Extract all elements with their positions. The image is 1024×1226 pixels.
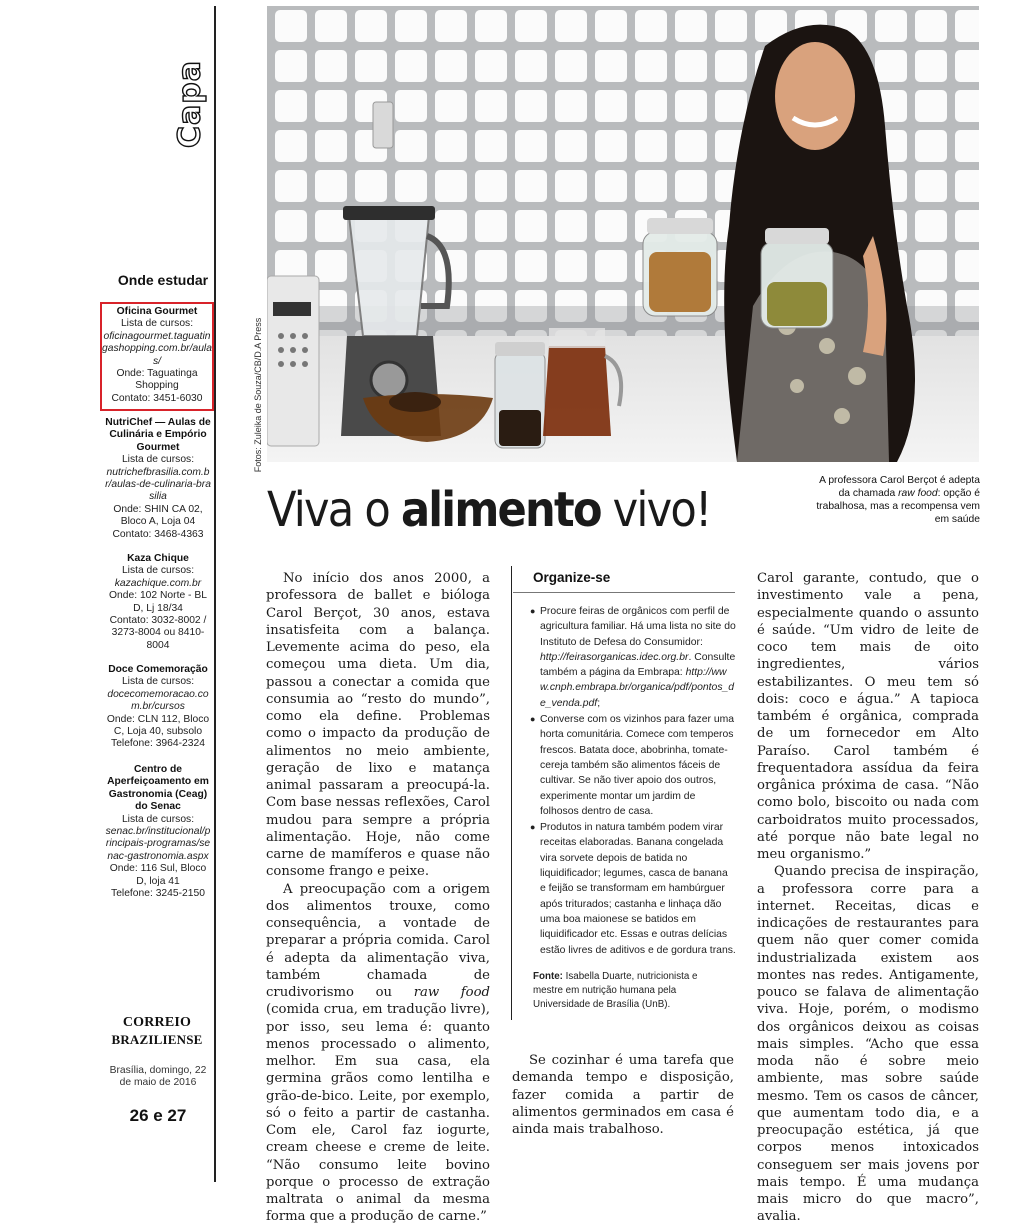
source-text: Isabella Duarte, nutricionista e mestre em nutrição humana pela Universidade de Brasília (UnB).: [533, 971, 698, 1010]
photo-caption: [814, 474, 980, 526]
school-location: Onde: Taguatinga Shopping: [116, 368, 198, 392]
school-location: Onde: SHIN CA 02, Bloco A, Loja 04: [113, 503, 203, 528]
school-entry: [104, 553, 212, 652]
school-name: Kaza Chique: [127, 553, 189, 564]
caption-text-1: A professora Carol Berçot é adepta da chamada: [819, 475, 980, 499]
school-name: Doce Comemoração: [108, 664, 208, 675]
logo-line-2: BRAZILIENSE: [111, 1032, 203, 1047]
school-contact: Contato: 3451-6030: [111, 392, 203, 404]
school-contact: Telefone: 3964-2324: [111, 738, 205, 750]
tips-list-item: ● Produtos in natura também podem virar receitas elaboradas. Banana congelada vira sorvete depois de batida no liquidificador; legumes, casca de banana e feijão se transformam em hambúrguer após triturados; castanha e linhaça dão uma boa maionese se batidos em liquidificador etc. Essas e outras delícias estão livres de aditivos e de gordura trans.: [530, 820, 736, 958]
article-photo: [267, 6, 979, 462]
school-name: Centro de Aperfeiçoamento em Gastronomia (Ceag) do Senac: [107, 764, 209, 813]
sidebar-divider: [214, 6, 216, 1182]
tips-box-rule: [513, 592, 735, 593]
section-tag: [170, 60, 210, 148]
school-name: Oficina Gourmet: [116, 306, 198, 317]
caption-emphasis: raw food: [898, 488, 938, 499]
tip-link[interactable]: http://www.cnph.embrapa.br/organica/pdf/pontos_de_venda.pdf: [540, 667, 735, 709]
school-list-label: Lista de cursos:: [121, 454, 195, 466]
school-contact: Contato: 3032-8002 / 3273-8004 ou 8410-8004: [109, 615, 207, 651]
caption-text-2: : opção é trabalhosa, mas a recompensa vem em saúde: [816, 488, 980, 525]
school-list-label: Lista de cursos:: [120, 318, 194, 330]
school-name: NutriChef — Aulas de Culinária e Empório Gourmet: [105, 417, 211, 453]
photo-credit: [248, 317, 268, 473]
tip-text: . Consulte também a página da Embrapa:: [540, 651, 736, 679]
paragraph: No início dos anos 2000, a professora de ballet e bióloga Carol Berçot, 30 anos, estava insatisfeita com a balança. Levemente acima do peso, ela começou uma dieta. Um dia, passou a conectar a comida que consumia ao “resto do mundo”, como ela define. Problemas como o impacto da produção de alimentos no meio ambiente, geração de lixo e matança animal passaram a preocupá-la. Com base nessas reflexões, Carol mudou para sempre a própria alimentação. Hoje, não come carne de mamíferos e quase não consome frango e peixe.: [266, 571, 490, 880]
paragraph-text: (comida crua, em tradução livre), por isso, seu lema é: quanto menos processado o alimento, melhor. Em sua casa, ela germina grãos como lentilha e grão-de-bico. Leite, por exemplo, só o feito a partir de castanha. Com ele, Carol faz iogurte, cream cheese e creme de leite. “Não consumo leite bovino porque o processo de extração maltrata o animal da mesma forma que a produção de carne.”: [266, 1002, 490, 1225]
school-contact: Telefone: 3245-2150: [111, 888, 205, 900]
school-list-label: Lista de cursos:: [121, 565, 195, 577]
article-column-2: [512, 1052, 734, 1138]
page-numbers: 26 e 27: [129, 1106, 187, 1125]
headline-pre: Viva o: [267, 482, 401, 538]
tips-list-item: ● Converse com os vizinhos para fazer uma horta comunitária. Comece com temperos frescos. Batata doce, abobrinha, tomate-cereja também são alimentos fáceis de cultivar. Se não tiver apoio dos outros, experimente montar um jardim de folhosos dentro de casa.: [530, 712, 736, 819]
tips-list: [530, 604, 736, 959]
headline-bold: alimento: [400, 482, 601, 538]
headline: [267, 478, 753, 542]
school-entry: [104, 417, 212, 541]
tip-text: Procure feiras de orgânicos com perfil de agricultura familiar. Há uma lista no site do Instituto de Defesa do Consumidor:: [540, 606, 736, 648]
school-entry: [104, 664, 212, 751]
tips-list-item: [530, 604, 736, 711]
headline-post: vivo!: [600, 482, 711, 538]
school-url[interactable]: nutrichefbrasilia.com.br/aulas-de-culinaria-brasilia: [105, 466, 211, 503]
school-list-label: Lista de cursos:: [121, 813, 195, 825]
tip-text: ;: [597, 697, 601, 709]
section-label: Capa: [172, 60, 208, 148]
tip-link[interactable]: http://feirasorganicas.idec.org.br: [540, 651, 689, 663]
source-label: Fonte:: [533, 971, 563, 982]
article-column-3: [757, 570, 979, 1226]
logo-line-1: CORREIO: [122, 1015, 192, 1030]
paragraph: Carol garante, contudo, que o investimento vale a pena, especialmente quando o assunto é saúde. “Um vidro de leite de coco tem mais de oito ingredientes, vários estabilizantes. O meu tem só dois: coco e água.” A tapioca também é orgânica, comprada de um fornecedor em Alto Paraíso. Carol também é frequentadora assídua da feira orgânica próxima de casa. “Não como bolo, biscoito ou nada com carboidratos muito processados, até porque não bate legal no meu organismo.”: [757, 571, 979, 862]
school-entry-highlighted: [100, 302, 214, 411]
school-url[interactable]: kazachique.com.br: [114, 577, 202, 589]
sidebar-title: Onde estudar: [117, 272, 209, 288]
school-entry: [104, 764, 212, 900]
photo-illustration: [267, 6, 979, 462]
school-contact: Contato: 3468-4363: [112, 528, 204, 540]
tips-box-source: [533, 970, 723, 1012]
photo-credit-text: Fotos: Zuleika de Souza/CB/D.A Press: [253, 317, 263, 473]
paragraph: [266, 881, 490, 1226]
article-column-1: [266, 570, 490, 1226]
school-list-label: Lista de cursos:: [121, 676, 195, 688]
school-url[interactable]: docecomemoracao.com.br/cursos: [107, 688, 209, 713]
paragraph-text: A preocupação com a origem dos alimentos trouxe, como consequência, a vontade de preparar a própria comida. Carol é adepta da alimentação viva, também chamada de crudivorismo ou: [266, 881, 490, 1000]
school-location: Onde: 116 Sul, Bloco D, loja 41: [109, 863, 207, 887]
school-location: Onde: 102 Norte - BL D, Lj 18/34: [109, 590, 207, 614]
paragraph-emphasis: raw food: [413, 985, 490, 1000]
school-location: Onde: CLN 112, Bloco C, Loja 40, subsolo: [106, 713, 210, 738]
dateline: Brasília, domingo, 22 de maio de 2016: [109, 1065, 207, 1089]
school-url[interactable]: oficinagourmet.taguatingashopping.com.br/aulas/: [102, 330, 212, 367]
paragraph: Se cozinhar é uma tarefa que demanda tempo e disposição, fazer comida a partir de alimentos germinados em casa é ainda mais trabalhoso.: [512, 1053, 734, 1137]
newspaper-logo: [100, 1014, 214, 1048]
school-url[interactable]: senac.br/institucional/principais-programas/senac-gastronomia.aspx: [105, 826, 211, 862]
paragraph: Quando precisa de inspiração, a professora corre para a internet. Receitas, dicas e indicações de restaurantes para quem não quer comer comida industrializada existem aos montes nas redes. Antigamente, pouco se falava de alimentação viva. Hoje, porém, o modismo dos orgânicos deixou as coisas mais simples. “Acho que essa moda não é sobre meio ambiente, mas sobre saúde mesmo. Tem os casos de câncer, que aumentam todo dia, e a preocupação estética, já que corpos menos intoxicados conseguem ser mais jovens por mais tempo. É uma mudança mais micro do que macro”, avalia.: [757, 864, 979, 1225]
tips-box-title: Organize-se: [533, 570, 611, 585]
